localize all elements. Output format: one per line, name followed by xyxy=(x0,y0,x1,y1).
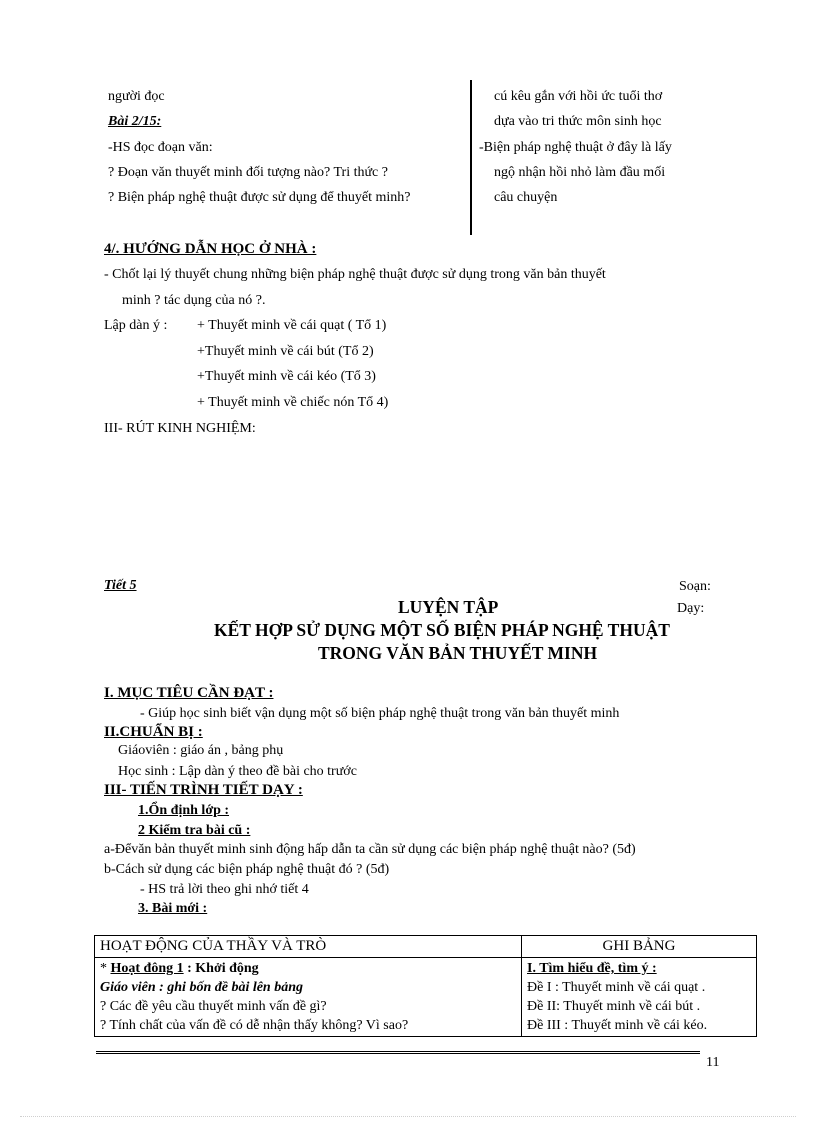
objectives-heading: I. MỤC TIÊU CẦN ĐẠT : xyxy=(104,685,274,701)
activities-cell xyxy=(95,958,522,1037)
homework-heading: 4/. HƯỚNG DẪN HỌC Ở NHÀ : xyxy=(104,241,317,257)
lesson-title-2: KẾT HỢP SỬ DỤNG MỘT SỐ BIỆN PHÁP NGHỆ THUẬT xyxy=(214,620,670,640)
left-col-line-4: ? Đoạn văn thuyết minh đối tượng nào? Tri thức ? xyxy=(108,165,388,180)
right-col-line-1: cú kêu gắn với hồi ức tuổi thơ xyxy=(494,89,663,104)
review-question-a: a-Đểvăn bản thuyết minh sinh động hấp dẫn ta cần sử dụng các biện pháp nghệ thuật nào? (5đ) xyxy=(104,842,636,857)
activity-label: Hoạt đông 1 xyxy=(110,961,184,976)
process-step-3: 3. Bài mới : xyxy=(138,901,208,916)
preparation-student: Học sinh : Lập dàn ý theo đề bài cho trước xyxy=(118,764,357,779)
preparation-heading: II.CHUẨN BỊ : xyxy=(104,724,203,740)
board-line-3: Đề III : Thuyết minh về cái kéo. xyxy=(527,1018,708,1033)
exercise-label: Bài 2/15: xyxy=(108,114,162,129)
lesson-title-3: TRONG VĂN BẢN THUYẾT MINH xyxy=(318,643,598,663)
left-col-line-5: ? Biện pháp nghệ thuật được sử dụng để thuyết minh? xyxy=(108,190,411,205)
process-heading: III- TIẾN TRÌNH TIẾT DẠY : xyxy=(104,782,303,798)
period-label: Tiết 5 xyxy=(104,578,137,593)
page-number: 11 xyxy=(706,1055,720,1070)
homework-item-line1: - Chốt lại lý thuyết chung những biện pháp nghệ thuật được sử dụng trong văn bản thuyết xyxy=(104,267,606,282)
activity-table xyxy=(94,935,757,1037)
left-col-line-1: người đọc xyxy=(108,89,165,104)
activity-question-1: ? Các đề yêu cầu thuyết minh vấn đề gì? xyxy=(100,999,327,1014)
review-answer: - HS trả lời theo ghi nhớ tiết 4 xyxy=(140,882,309,897)
table-header-row xyxy=(95,936,757,958)
soan-label: Soạn: xyxy=(679,579,711,594)
table-row xyxy=(95,958,757,1037)
objectives-text: - Giúp học sinh biết vận dụng một số biện pháp nghệ thuật trong văn bản thuyết minh xyxy=(140,706,620,721)
right-col-line-4: ngộ nhận hồi nhỏ làm đầu mối xyxy=(494,165,666,180)
page-border-dots xyxy=(20,1116,796,1117)
right-col-line-3: -Biện pháp nghệ thuật ở đây là lấy xyxy=(479,140,672,155)
outline-item-1: + Thuyết minh về cái quạt ( Tổ 1) xyxy=(197,318,387,333)
teacher-instruction: Giáo viên : ghi bốn đề bài lên bảng xyxy=(100,980,304,995)
column-divider xyxy=(470,80,472,235)
header-activities: HOẠT ĐỘNG CỦA THẦY VÀ TRÒ xyxy=(95,936,522,958)
preparation-teacher: Giáoviên : giáo án , bảng phụ xyxy=(118,743,284,758)
board-cell xyxy=(522,958,757,1037)
lesson-title-1: LUYỆN TẬP xyxy=(398,597,499,617)
outline-label: Lập dàn ý : xyxy=(104,318,168,333)
left-col-line-3: -HS đọc đoạn văn: xyxy=(108,140,213,155)
experience-heading: III- RÚT KINH NGHIỆM: xyxy=(104,421,256,436)
board-heading: I. Tìm hiểu đề, tìm ý : xyxy=(527,961,657,976)
process-step-2: 2 Kiểm tra bài cũ : xyxy=(138,823,251,838)
outline-item-3: +Thuyết minh về cái kéo (Tổ 3) xyxy=(197,369,376,384)
activity-line: * Hoạt đông 1 : Khởi động xyxy=(100,961,259,976)
right-col-line-2: dựa vào tri thức môn sinh học xyxy=(494,114,662,129)
homework-item-line2: minh ? tác dụng của nó ?. xyxy=(122,293,266,308)
board-line-2: Đề II: Thuyết minh về cái bút . xyxy=(527,999,701,1014)
outline-item-2: +Thuyết minh về cái bút (Tổ 2) xyxy=(197,344,374,359)
footer-rule xyxy=(96,1051,700,1054)
activity-question-2: ? Tính chất của vấn đề có dễ nhận thấy không? Vì sao? xyxy=(100,1018,409,1033)
review-question-b: b-Cách sử dụng các biện pháp nghệ thuật đó ? (5đ) xyxy=(104,862,390,877)
process-step-1: 1.Ổn định lớp : xyxy=(138,803,230,818)
board-line-1: Đề I : Thuyết minh về cái quạt . xyxy=(527,980,706,995)
header-board: GHI BẢNG xyxy=(522,936,757,958)
outline-item-4: + Thuyết minh về chiếc nón Tổ 4) xyxy=(197,395,389,410)
day-label: Dạy: xyxy=(677,601,705,616)
right-col-line-5: câu chuyện xyxy=(494,190,558,205)
